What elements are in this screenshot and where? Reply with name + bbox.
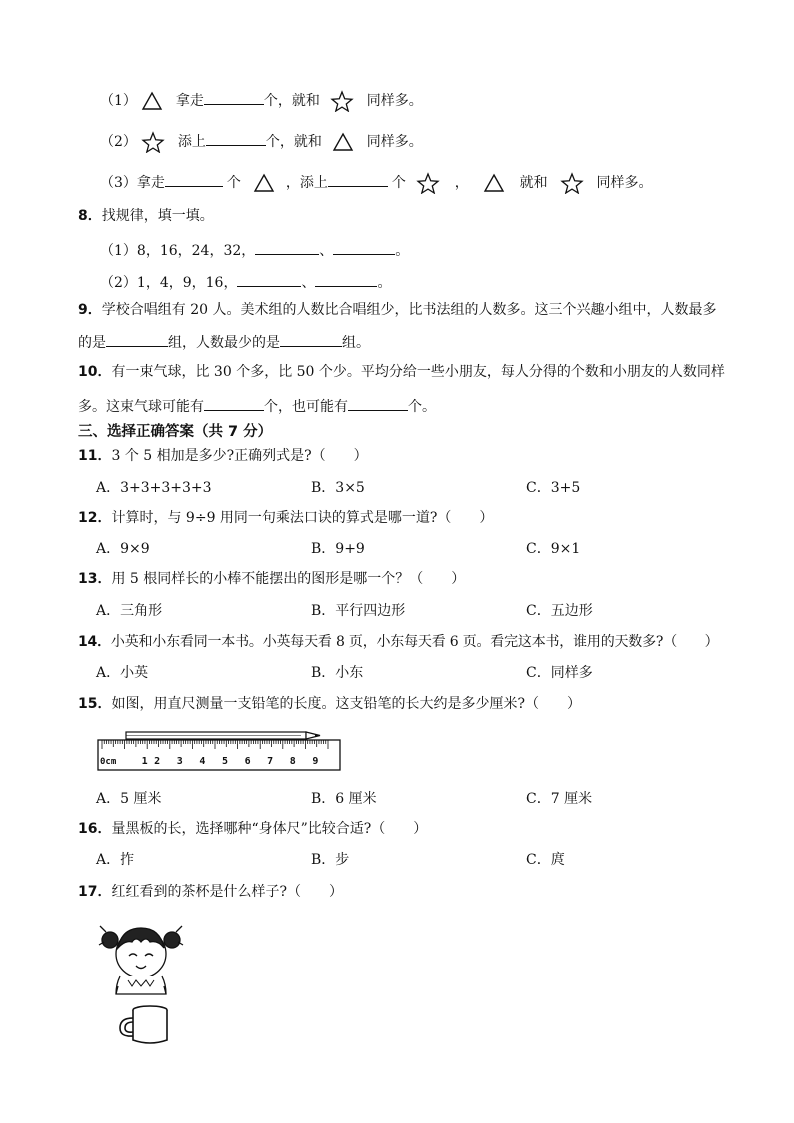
triangle-icon	[253, 173, 275, 193]
triangle-icon	[483, 173, 505, 193]
q8-line-1: （1）8，16，24，32， 、 。	[100, 238, 409, 261]
triangle-icon	[141, 91, 163, 111]
question-12: 12．计算时，与 9÷9 用同一句乘法口诀的算式是哪一道?（ ）	[78, 510, 494, 526]
option-a[interactable]: A．拃	[96, 852, 135, 868]
question-14: 14．小英和小东看同一本书。小英每天看 8 页，小东每天看 6 页。看完这本书，谁用的天数多?（ ）	[78, 634, 719, 650]
option-c[interactable]: C．9×1	[526, 541, 581, 557]
question-9-line-2: 的是 组，人数最少的是 组。	[78, 330, 370, 353]
answer-blank[interactable]	[280, 330, 342, 347]
option-a[interactable]: A．小英	[96, 665, 149, 681]
question-10-line-2: 多。这束气球可能有 个，也可能有 个。	[78, 394, 436, 417]
ruler-number-label: 6	[244, 756, 251, 767]
ruler-zero-label: 0cm	[100, 757, 117, 767]
answer-blank[interactable]	[165, 170, 223, 187]
girl-and-cup-illustration	[98, 918, 184, 1050]
option-b[interactable]: B．平行四边形	[311, 603, 406, 619]
answer-blank[interactable]	[255, 238, 319, 255]
star-icon	[330, 90, 354, 112]
star-icon	[141, 131, 165, 153]
option-a[interactable]: A．5 厘米	[96, 791, 162, 807]
question-11: 11．3 个 5 相加是多少?正确列式是?（ ）	[78, 448, 368, 464]
answer-blank[interactable]	[237, 270, 301, 287]
question-13: 13．用 5 根同样长的小棒不能摆出的图形是哪一个？（ ）	[78, 571, 466, 587]
question-16: 16．量黑板的长，选择哪种“身体尺”比较合适?（ ）	[78, 821, 428, 837]
question-10: 10．有一束气球，比 30 个多，比 50 个少。平均分给一些小朋友，每人分得的个数和小朋友的人数同样	[78, 364, 725, 380]
ruler-number-label: 3	[176, 756, 183, 767]
ruler-number-label: 4	[199, 756, 206, 767]
ruler-number-label: 5	[221, 756, 229, 767]
question-17: 17．红红看到的茶杯是什么样子?（ ）	[78, 884, 343, 900]
ruler-number-label: 1	[141, 756, 148, 767]
option-c[interactable]: C．3+5	[526, 480, 581, 496]
option-a[interactable]: A．3+3+3+3+3	[96, 480, 212, 496]
answer-blank[interactable]	[206, 129, 266, 146]
pencil-illustration	[126, 732, 320, 739]
option-b[interactable]: B．小东	[311, 665, 364, 681]
option-b[interactable]: B．9+9	[311, 541, 365, 557]
option-a[interactable]: A．三角形	[96, 603, 163, 619]
option-b[interactable]: B．6 厘米	[311, 791, 377, 807]
star-icon	[416, 172, 440, 194]
option-c[interactable]: C．庹	[526, 852, 565, 868]
answer-blank[interactable]	[328, 170, 388, 187]
answer-blank[interactable]	[106, 330, 168, 347]
ruler-body	[98, 740, 340, 770]
ruler-number-label: 7	[267, 756, 274, 767]
option-b[interactable]: B．3×5	[311, 480, 365, 496]
q7-line-2: （2） 添上 个，就和 同样多。	[100, 129, 423, 153]
q7-line-1: （1） 拿走 个，就和 同样多。	[100, 88, 423, 112]
q7-line-3: （3）拿走 个 ，添上 个 ， 就和 同样多。	[100, 170, 653, 194]
answer-blank[interactable]	[204, 88, 264, 105]
q8-line-2: （2）1，4，9，16， 、 。	[100, 270, 391, 293]
answer-blank[interactable]	[315, 270, 377, 287]
option-c[interactable]: C．五边形	[526, 603, 593, 619]
option-c[interactable]: C．同样多	[526, 665, 593, 681]
option-b[interactable]: B．步	[311, 852, 350, 868]
triangle-icon	[332, 132, 354, 152]
option-a[interactable]: A．9×9	[96, 541, 150, 557]
option-c[interactable]: C．7 厘米	[526, 791, 593, 807]
question-15: 15．如图，用直尺测量一支铅笔的长度。这支铅笔的长大约是多少厘米?（ ）	[78, 696, 581, 712]
ruler-number-label: 8	[289, 756, 296, 767]
girl-illustration	[99, 926, 183, 994]
answer-blank[interactable]	[333, 238, 395, 255]
answer-blank[interactable]	[348, 394, 408, 411]
ruler-figure	[96, 728, 346, 776]
answer-blank[interactable]	[204, 394, 264, 411]
ruler-number-label: 9	[312, 756, 319, 767]
cup-illustration	[120, 1006, 167, 1043]
ruler-number-label: 2	[154, 756, 161, 767]
section-heading: 三、选择正确答案（共 7 分）	[78, 424, 273, 440]
star-icon	[560, 172, 584, 194]
question-8: 8．找规律，填一填。	[78, 208, 214, 224]
question-9: 9．学校合唱组有 20 人。美术组的人数比合唱组少，比书法组的人数多。这三个兴趣小组中，人数最多	[78, 302, 717, 318]
